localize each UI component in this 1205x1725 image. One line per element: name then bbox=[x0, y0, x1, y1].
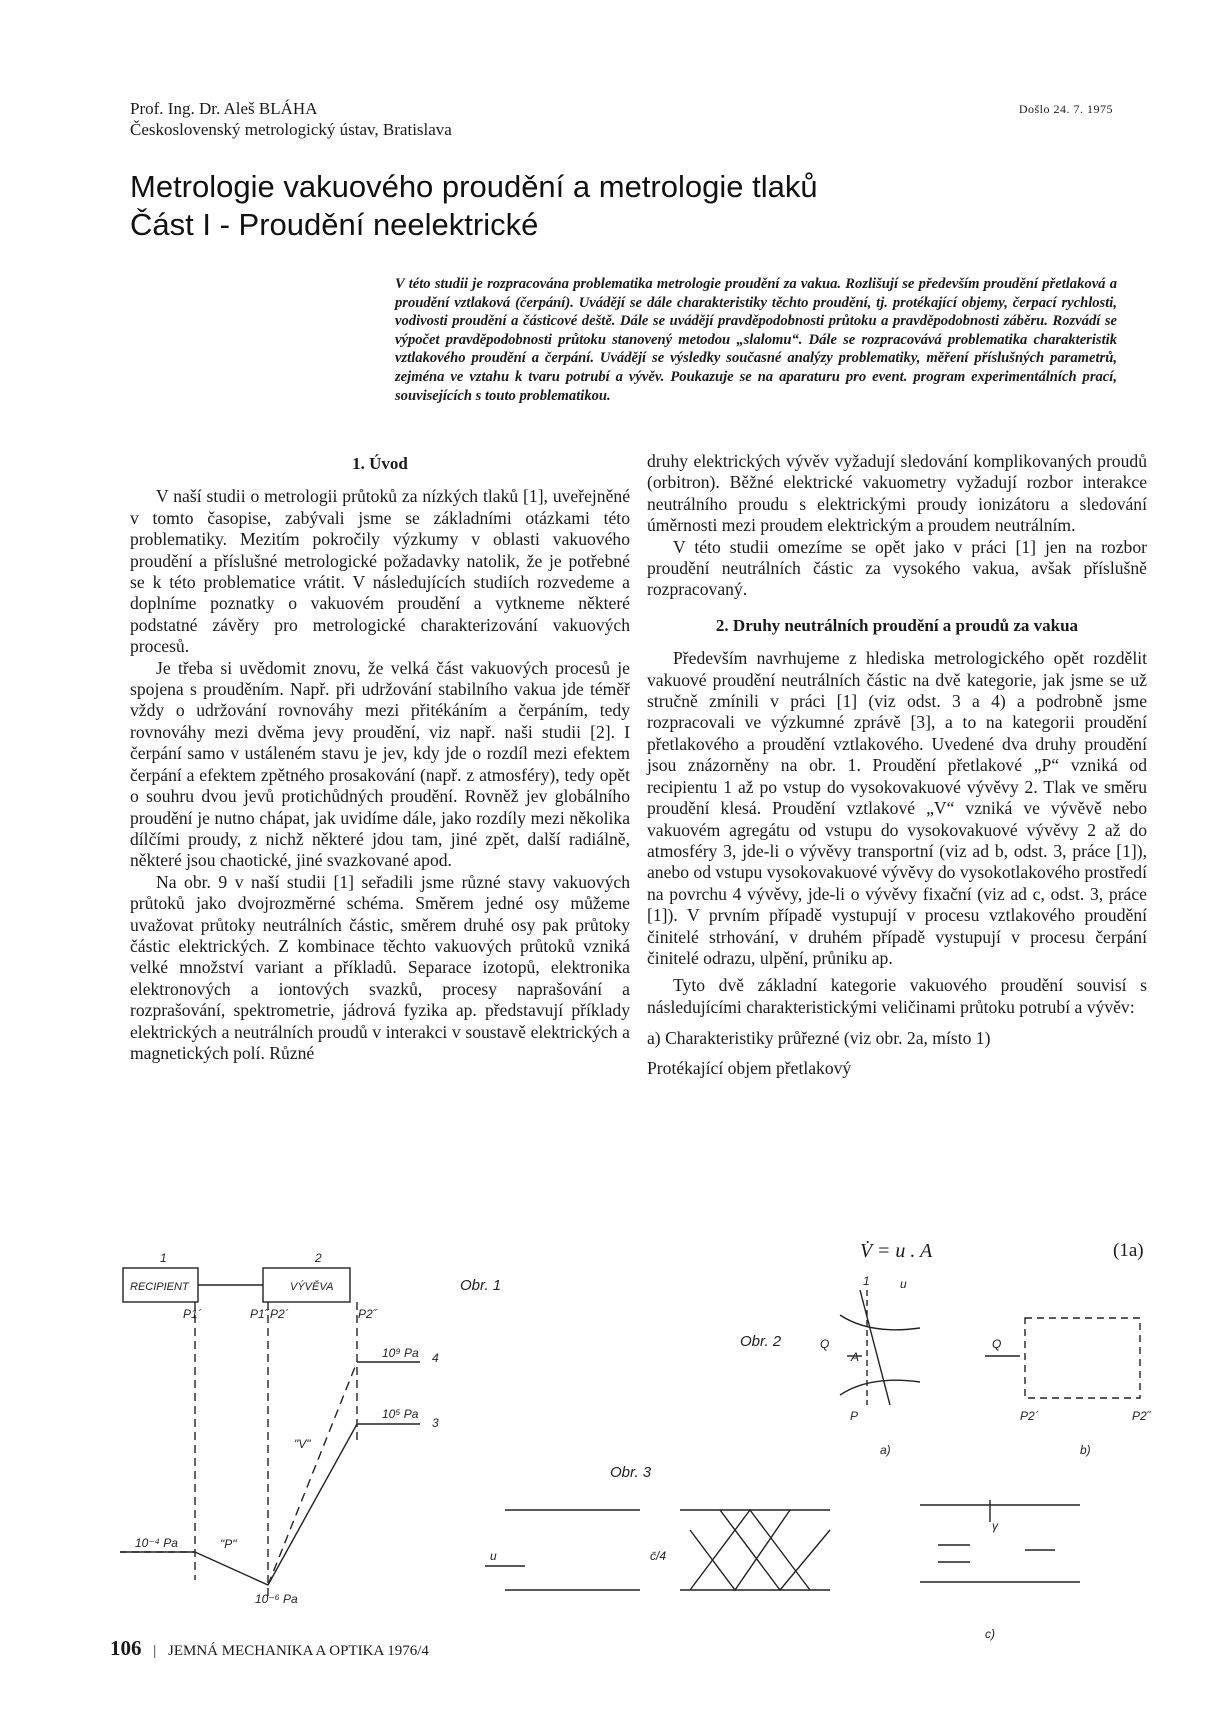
abstract: V této studii je rozpracována problematika metrologie proudění za vakua. Rozlišují se především proudění přetlaková a proudění vztlaková (čerpání). Uvádějí se dále charakteristiky těchto proudění, tj. protékající objemy, čerpací rychlosti, vodivosti proudění a částicové deště. Dále se uvádějí pravděpodobnosti průtoku a pravděpodobnosti záběru. Rozvádí se výpočet pravděpodobnosti průtoku stanovený metodou „slalomu“. Dále se rozpracovává problematika charakteristik vztlakového proudění a čerpání. Uvádějí se výsledky současné analýzy problematiky, měření příslušných parametrů, zejména ve vztahu k tvaru potrubí a vývěv. Poukazuje se na aparaturu pro event. program experimentálních prací, souvisejících s touto problematikou. bbox=[395, 276, 1117, 404]
vyveva-label: VÝVĚVA bbox=[290, 1281, 334, 1293]
section-1-heading: 1. Úvod bbox=[352, 454, 408, 473]
fig1-num-3: 3 bbox=[432, 1416, 439, 1430]
section-1-paragraph: V naší studii o metrologii průtoků za nízkých tlaků [1], uveřejněné v tomto časopise, zabývali jsme se základními otázkami této problematiky. Mezitím pokročily výzkumy v oblasti vakuového proudění a příslušné metrologické požadavky natolik, že je potřebné se k této problematice vrátit. V následujících studiích rozvedeme a doplníme poznatky o vakuovém proudění a vytkneme některé podstatné závěry pro metrologické charakterizování vakuových procesů. bbox=[130, 486, 630, 657]
fig1-num-1: 1 bbox=[160, 1251, 167, 1265]
fig1-label-10-6: 10⁻⁶ Pa bbox=[255, 1592, 298, 1606]
author-name: Prof. Ing. Dr. Aleš BLÁHA bbox=[130, 99, 318, 118]
fig3-caption: Obr. 3 bbox=[610, 1464, 652, 1481]
fig2-q-b: Q bbox=[992, 1337, 1002, 1351]
author-affiliation: Československý metrologický ústav, Bratislava bbox=[130, 120, 452, 139]
fig2-p2a: P2´ bbox=[1020, 1409, 1039, 1423]
fig1-num-2: 2 bbox=[315, 1251, 322, 1265]
fig2-p: P bbox=[850, 1409, 859, 1423]
fig1-label-v: "V" bbox=[294, 1437, 311, 1451]
right-paragraph: druhy elektrických vývěv vyžadují sledování komplikovaných proudů (orbitron). Běžné elektrické vakuometry vyžadují rozbor interakce neutrálního proudu s elektrickými proudy ionizátoru a sledování úměrnosti mezi proudem elektrickým a proudem neutrálním. bbox=[647, 451, 1147, 536]
fig2-caption: Obr. 2 bbox=[740, 1333, 782, 1350]
fig2-label-a: a) bbox=[880, 1443, 891, 1457]
fig2-label-b: b) bbox=[1080, 1443, 1091, 1457]
page-footer: 106 | JEMNÁ MECHANIKA A OPTIKA 1976/4 bbox=[110, 1636, 429, 1660]
fig3-u: u bbox=[490, 1549, 497, 1563]
fig1-label-10-9: 10⁹ Pa bbox=[382, 1346, 419, 1360]
subsection-text: Protékající objem přetlakový bbox=[647, 1057, 852, 1078]
right-paragraph: V této studii omezíme se opět jako v práci [1] jen na rozbor proudění neutrálních částic za vysokého vakua, avšak příslušně rozpracovaný. bbox=[647, 536, 1147, 600]
title-line-2: Část I - Proudění neelektrické bbox=[130, 207, 539, 242]
fig3-label-c: c) bbox=[985, 1627, 995, 1641]
fig2-q-a: Q bbox=[820, 1337, 830, 1351]
fig1-label-10-4: 10⁻⁴ Pa bbox=[135, 1536, 178, 1550]
fig1-p2b: P2˝ bbox=[358, 1307, 377, 1321]
fig3-gamma: γ bbox=[992, 1519, 998, 1533]
section-1-paragraph: Na obr. 9 v naší studii [1] seřadili jsme různé stavy vakuových průtoků jako dvojrozměrné schéma. Směrem jedné osy můžeme uvažovat průtoky neutrálních částic, směrem druhé osy pak průtoky částic elektrických. Z kombinace těchto vakuových průtoků vzniká velké množství variant a příkladů. Separace izotopů, elektronika elektronových a iontových svazků, procesy naprašování a rozprašování, spektrometrie, jádrová fyzika ap. představují příklady elektrických a neutrálních proudů v interakci v soustavě elektrických a magnetických polí. Různé bbox=[130, 871, 630, 1063]
fig1-caption: Obr. 1 bbox=[460, 1277, 502, 1294]
title-line-1: Metrologie vakuového proudění a metrologie tlaků bbox=[130, 169, 818, 204]
fig2-u: u bbox=[900, 1277, 907, 1291]
fig2-a: A bbox=[851, 1350, 860, 1364]
fig1-label-p: "P" bbox=[220, 1537, 237, 1551]
fig2-one: 1 bbox=[863, 1274, 870, 1288]
fig2-p2b: P2˝ bbox=[1132, 1409, 1151, 1423]
equation-number: (1a) bbox=[1113, 1240, 1144, 1261]
fig1-label-10-5: 10⁵ Pa bbox=[382, 1407, 419, 1421]
fig1-p1b: P1˝ bbox=[250, 1307, 269, 1321]
fig3-c4: c̄/4 bbox=[650, 1549, 667, 1563]
fig1-num-4: 4 bbox=[432, 1351, 439, 1365]
subsection-a: a) Charakteristiky průřezné (viz obr. 2a, místo 1) bbox=[647, 1028, 991, 1049]
right-paragraph: Tyto dvě základní kategorie vakuového proudění souvisí s následujícími charakteristickými veličinami průtoku potrubí a vývěv: bbox=[647, 975, 1147, 1017]
recipient-label: RECIPIENT bbox=[130, 1281, 189, 1293]
right-paragraph: Především navrhujeme z hlediska metrologického opět rozdělit vakuové proudění neutrálních částic na dvě kategorie, jak jsme se už stručně zmínili v práci [1] (viz odst. 3 a 4) a podrobně jsme rozpracovali ve výzkumné zprávě [3], a to na kategorii proudění přetlakového a proudění vztlakového. Uvedené dva druhy proudění jsou znázorněny na obr. 1. Proudění přetlakové „P“ vzniká od recipientu 1 až po vstup do vysokovakuové vývěvy 2. Tlak ve směru proudění klesá. Proudění vztlakové „V“ vzniká ve vývěvě nebo vakuovém agregátu od vstupu do vysokovakuové vývěvy 2 až do atmosféry 3, jde-li o vývěvy transportní (viz ad b, odst. 3, práce [1]), anebo od vstupu vysokovakuové vývěvy do vysokotlakového prostředí na povrchu 4 vývěvy, jde-li o vývěvy fixační (viz ad c, odst. 3, práce [1]). V prvním případě vystupují v procesu vztlakového proudění činitelé strhování, v druhém případě vystupují v procesu čerpání činitelé odrazu, ulpění, průniku ap. bbox=[647, 648, 1147, 968]
page-number: 106 bbox=[110, 1636, 142, 1660]
section-1-paragraph: Je třeba si uvědomit znovu, že velká část vakuových procesů je spojena s prouděním. Např. při udržování stabilního vakua jde téměř vždy o udržování rovnováhy mezi přitékáním a čerpáním, tedy rovnováhy mezi dvěma jevy proudění, viz např. naši studii [2]. I čerpání samo v ustáleném stavu je jev, kdy jde o rozdíl mezi efektem čerpání a efektem zpětného prosakování (např. z atmosféry), tedy opět o souhru dvou jevů protichůdných proudění. Rovněž jev globálního proudění je nutno chápat, jak uvidíme dále, jako rozdíly mezi několika dílčími proudy, z nichž některé jdou tam, jiné zpět, další radiálně, některé jsou chaotické, jiné svazkované apod. bbox=[130, 657, 630, 871]
received-date: Došlo 24. 7. 1975 bbox=[1018, 102, 1113, 116]
fig1-p1a: P1´ bbox=[183, 1307, 202, 1321]
section-2-heading: 2. Druhy neutrálních proudění a proudů za vakua bbox=[715, 615, 1079, 635]
journal-name: JEMNÁ MECHANIKA A OPTIKA 1976/4 bbox=[168, 1643, 429, 1659]
equation-1a: V̇ = u . A bbox=[860, 1240, 933, 1262]
fig1-p2a: P2´ bbox=[270, 1307, 289, 1321]
